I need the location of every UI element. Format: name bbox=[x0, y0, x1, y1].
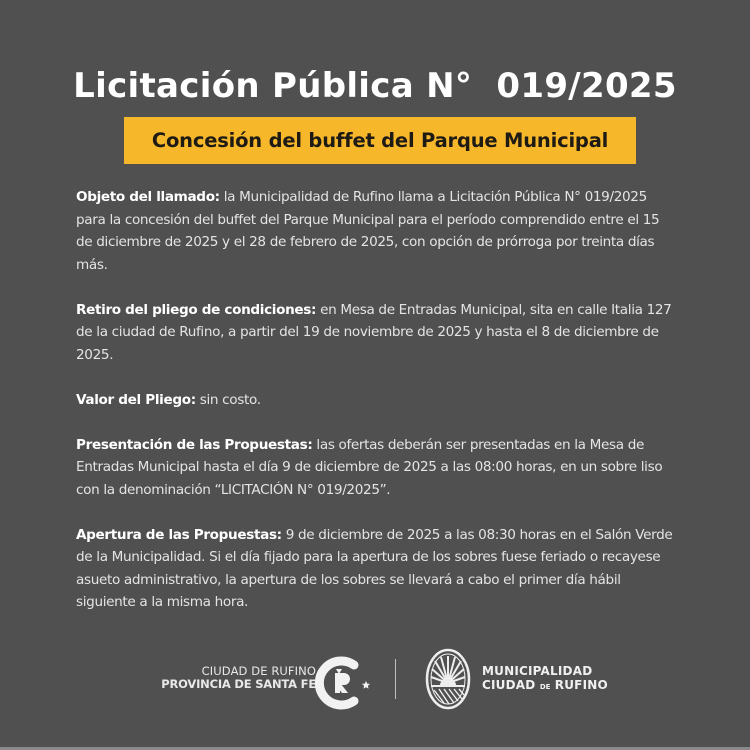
municipality-brand-text bbox=[482, 665, 608, 694]
municipality-city bbox=[482, 679, 608, 695]
page-title: Licitación Pública N° 019/2025 bbox=[73, 66, 677, 106]
subtitle-text: Concesión del buffet del Parque Municipal bbox=[151, 129, 609, 152]
section-objeto bbox=[76, 186, 676, 276]
municipality-label: MUNICIPALIDAD bbox=[482, 664, 593, 678]
section-apertura bbox=[76, 524, 676, 614]
section-label: Presentación de las Propuestas: bbox=[76, 436, 313, 453]
rufino-word: RUFINO bbox=[550, 677, 608, 692]
de-word: DE bbox=[539, 682, 551, 691]
city-brand-text bbox=[138, 665, 316, 691]
province-name: PROVINCIA DE SANTA FE bbox=[161, 677, 316, 691]
notice-body bbox=[76, 186, 676, 636]
section-valor bbox=[76, 389, 676, 412]
section-text: las ofertas deberán ser presentadas en la Mesa de Entradas Municipal hasta el día 9 de diciembre de 2025 a las 08:00 horas, en un sobre liso con la denominación “LICITACIÓN N° 019/2025”. bbox=[76, 436, 663, 498]
section-text: la Municipalidad de Rufino llama a Licitación Pública N° 019/2025 para la concesión del buffet del Parque Municipal para el período comprendido entre el 15 de diciembre de 2025 y el 28 de febrero de 2025, con opción de prórroga por treinta días más. bbox=[76, 189, 660, 273]
footer-logos bbox=[0, 645, 750, 715]
cr-star-logo-icon bbox=[310, 651, 374, 715]
logo-divider bbox=[395, 659, 396, 699]
section-label: Valor del Pliego: bbox=[76, 391, 196, 408]
rising-sun-seal-icon bbox=[424, 647, 472, 711]
section-text: en Mesa de Entradas Municipal, sita en calle Italia 127 de la ciudad de Rufino, a partir del 19 de noviembre de 2025 y hasta el 8 de diciembre de 2025. bbox=[76, 301, 672, 363]
section-retiro bbox=[76, 299, 676, 367]
section-text: sin costo. bbox=[195, 391, 261, 408]
section-label: Retiro del pliego de condiciones: bbox=[76, 301, 317, 318]
section-label: Apertura de las Propuestas: bbox=[76, 526, 282, 543]
city-name: CIUDAD DE RUFINO bbox=[201, 664, 316, 678]
section-label: Objeto del llamado: bbox=[76, 189, 220, 205]
subtitle-banner bbox=[124, 117, 636, 164]
city-word: CIUDAD bbox=[482, 677, 540, 692]
section-text: 9 de diciembre de 2025 a las 08:30 horas en el Salón Verde de la Municipalidad. Si el día fijado para la apertura de los sobres fuese feriado o recayese asueto administrativo, la apertura de los sobres se llevará a cabo el primer día hábil siguiente a la misma hora. bbox=[76, 526, 673, 610]
section-presentacion bbox=[76, 434, 676, 502]
